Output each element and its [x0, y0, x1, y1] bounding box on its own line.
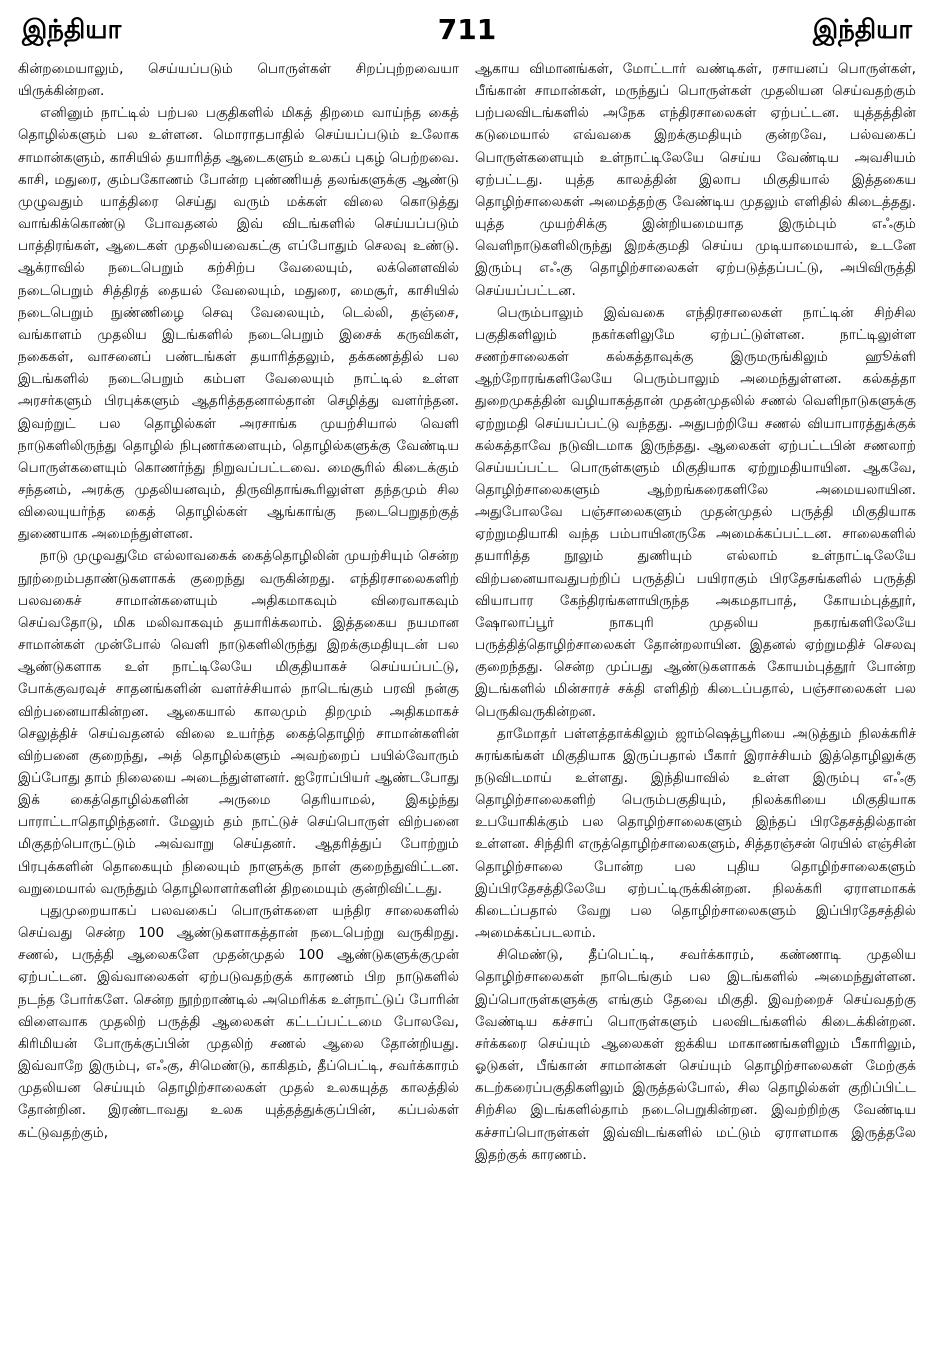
paragraph: பெரும்பாலும் இவ்வகை எந்திரசாலைகள் நாட்டின் சிற்சில பகுதிகளிலும் நகர்களிலுமே ஏற்பட்டுள்ளன. நாட்டிலுள்ள சணற்சாலைகள் கல்கத்தாவுக்கு இருமருங்கிலும் ஹூக்ளி ஆற்றோரங்களிலேயே பெரும்பாலும் அமைந்துள்ளன. கல்கத்தா துறைமுகத்தின் வழியாகத்தான் முதன்முதலில் சணல் வெளிநாடுகளுக்கு ஏற்றுமதி செய்யப்பட்டு வந்தது. அதுபற்றியே சணல் வியாபாரத்துக்குக் கல்கத்தாவே நடுவிடமாக இருந்தது. ஆலைகள் ஏற்பட்டபின் சணலாற் செய்யப்பட்ட பொருள்களும் மிகுதியாக ஏற்றுமதியாயின. ஆகவே, தொழிற்சாலைகளும் ஆற்றங்கரைகளிலே அமையலாயின. அதுபோலவே பஞ்சாலைகளும் முதன்முதல் பருத்தி மிகுதியாக ஏற்றுமதியாகி வந்த பம்பாயினருகே அமைக்கப்பட்டன. சாலைகளில் தயாரித்த நூலும் துணியும் எல்லாம் உள்நாட்டிலேயே விற்பனையாவதுபற்றிப் பருத்திப் பயிராகும் பிரதேசங்களில் பருத்தி வியாபார கேந்திரங்களாயிருந்த அகமதாபாத், கோயம்புத்தூர், ஷோலாப்பூர் நாகபுரி முதலிய நகரங்களிலேயே பருத்தித்தொழிற்சாலைகள் தோன்றலாயின. இதனல் ஏற்றுமதிச் செலவு குறைந்தது. சென்ற முப்பது ஆண்டுகளாகக் கோயம்புத்தூர் போன்ற இடங்களில் மின்சாரச் சக்தி எளிதிற் கிடைப்பதால், பஞ்சாலைகள் பல பெருகிவருகின்றன.: [475, 304, 916, 720]
left-column: [18, 58, 459, 1354]
right-column: [475, 58, 916, 1354]
page-number: 711: [437, 13, 497, 46]
text-columns: [18, 58, 916, 1354]
running-head-right: இந்தியா: [812, 15, 912, 45]
page-header: [18, 10, 916, 56]
paragraph: நாடு முழுவதுமே எல்லாவகைக் கைத்தொழிலின் முயற்சியும் சென்ற நூற்றைம்பதாண்டுகளாகக் குறைந்து வருகின்றது. எந்திரசாலைகளிற் பலவகைச் சாமான்களையும் அதிகமாகவும் விரைவாகவும் செய்வதோடு, மிக மலிவாகவும் தயாரிக்கலாம். இத்தகைய நயமான சாமான்கள் முன்போல் வெளி நாடுகளிலிருந்து இறக்குமதியுடன் பல ஆண்டுகளாக உள் நாட்டிலேயே மிகுதியாகச் செய்யப்பட்டு, போக்குவரவுச் சாதனங்களின் வளர்ச்சியால் நாடெங்கும் பரவி நன்கு விற்பனையாகின்றன. ஆகையால் காலமும் திறமும் அதிகமாகச் செலுத்திச் செய்வதனல் விலை உயர்ந்த கைத்தொழிற் சாமான்களின் விற்பனை குறைந்து, அத் தொழில்களும் அவற்றைப் பயில்வோரும் இப்போது தாம் நிலையை அடைந்துள்ளனர். ஐரோப்பியர் ஆண்டபோது இக் கைத்தொழில்களின் அருமை தெரியாமல், இகழ்ந்து பாராட்டாதொழிந்தனர். மேலும் தம் நாட்டுச் செய்பொருள் விற்பனை மிகுதற்பொருட்டும் அவ்வாறு செய்தனர். ஆதரித்துப் போற்றும் பிரபுக்களின் தொகையும் நிலையும் நாளுக்கு நாள் குறைந்துவிட்டன. வறுமையால் வருந்தும் தொழிலாளர்களின் திறமையும் குன்றிவிட்டது.: [18, 548, 459, 897]
paragraph: கின்றமையாலும், செய்யப்படும் பொருள்கள் சிறப்புற்றவையா யிருக்கின்றன.: [18, 61, 459, 100]
paragraph: தாமோதர் பள்ளத்தாக்கிலும் ஜாம்ஷெத்பூரியை அடுத்தும் நிலக்கரிச் சுரங்கங்கள் மிகுதியாக இருப்பதால் பீகார் இராச்சியம் இத்தொழிலுக்கு நடுவிடமாய் உள்ளது. இந்தியாவில் உள்ள இரும்பு எஃகு தொழிற்சாலைகளிற் பெரும்பகுதியும், நிலக்கரியை மிகுதியாக உபயோகிக்கும் பல தொழிற்சாலைகளும் இந்தப் பிரதேசத்தில்தான் உள்ளன. சிந்திரி எருத்தொழிற்சாலைகளும், சித்தரஞ்சன் ரெயில் எஞ்சின் தொழிற்சாலை போன்ற பல புதிய தொழிற்சாலைகளும் இப்பிரதேசத்திலேயே ஏற்பட்டிருக்கின்றன. நிலக்கரி ஏராளமாகக் கிடைப்பதால் வேறு பல தொழிற்சாலைகளும் இப்பிரதேசத்தில் அமைக்கப்படலாம்.: [475, 725, 916, 942]
paragraph: எனினும் நாட்டில் பற்பல பகுதிகளில் மிகத் திறமை வாய்ந்த கைத் தொழில்களும் பல உள்ளன. மொராதபாதில் செய்யப்படும் உலோக சாமான்களும், காசியில் தயாரித்த ஆடைகளும் உலகப் புகழ் பெற்றவை. காசி, மதுரை, கும்பகோணம் போன்ற புண்ணியத் தலங்களுக்கு ஆண்டு முழுவதும் யாத்திரை செய்து வரும் மக்கள் விலை கொடுத்து வாங்கிக்கொண்டு போவதனல் இவ் விடங்களில் செய்யப்படும் பாத்திரங்கள், ஆடைகள் முதலியவைகட்கு எப்போதும் செலவு உண்டு. ஆக்ராவில் நடைபெறும் கற்சிற்ப வேலையும், லக்னௌவில் நடைபெறும் சித்திரத் தையல் வேலையும், மதுரை, மைசூர், காசியில் நடைபெறும் நுண்ணிழை செவு வேலையும், டெல்லி, தஞ்சை, வங்காளம் முதலிய இடங்களில் நடைபெறும் இசைக் கருவிகள், நகைகள், வாசனைப் பண்டங்கள் தயாரித்தலும், தக்கணத்தில் பல இடங்களில் நடைபெறும் கம்பள வேலையும் நாட்டில் உள்ள அரசர்களும் பிரபுக்களும் ஆதரித்ததனால்தான் செழித்து வளர்ந்தன. இவற்றுட் பல தொழில்கள் அரசாங்க முயற்சியால் வெளி நாடுகளிலிருந்து தொழில் நிபுணர்களையும், தொழில்களுக்கு வேண்டிய பொருள்களையும் கொணர்ந்து நிறுவப்பட்டவை. மைசூரில் கிடைக்கும் சந்தனம், அரக்கு முதலியனவும், திருவிதாங்கூரிலுள்ள தந்தமும் சில விலையுயர்ந்த கைத் தொழில்கள் ஆங்காங்கு நடைபெறுதற்குத் துணையாக அமைந்துள்ளன.: [18, 105, 459, 543]
paragraph: ஆகாய விமானங்கள், மோட்டார் வண்டிகள், ரசாயனப் பொருள்கள், பீங்கான் சாமான்கள், மருந்துப் பொருள்கள் முதலியன செய்வதற்கும் பற்பலவிடங்களில் அநேக எந்திரசாலைகள் ஏற்பட்டன. யுத்தத்தின் கடுமையால் எவ்வகை இறக்குமதியும் குன்றவே, பல்வகைப் பொருள்களையும் உள்நாட்டிலேயே செய்ய வேண்டிய அவசியம் ஏற்பட்டது. யுத்த காலத்தின் இலாப மிகுதியால் இத்தகைய தொழிற்சாலைகள் அமைத்தற்கு வேண்டிய முதலும் எளிதில் கிடைத்தது. யுத்த முயற்சிக்கு இன்றியமையாத இரும்பும் எஃகும் வெளிநாடுகளிலிருந்து இறக்குமதி செய்ய முடியாமையால், உடனே இரும்பு எஃகு தொழிற்சாலைகள் ஏற்படுத்தப்பட்டு, அபிவிருத்தி செய்யப்பட்டன.: [475, 61, 916, 299]
running-head-left: இந்தியா: [22, 15, 122, 45]
paragraph: சிமெண்டு, தீப்பெட்டி, சவர்க்காரம், கண்ணாடி முதலிய தொழிற்சாலைகள் நாடெங்கும் பல இடங்களில் அமைந்துள்ளன. இப்பொருள்களுக்கு எங்கும் தேவை மிகுதி. இவற்றைச் செய்வதற்கு வேண்டிய கச்சாப் பொருள்களும் பலவிடங்களில் கிடைக்கின்றன. சர்க்கரை செய்யும் ஆலைகள் ஐக்கிய மாகாணங்களிலும் பீகாரிலும், ஓடுகள், பீங்கான் சாமான்கள் செய்யும் தொழிற்சாலைகள் மேற்குக் கடற்கரைப்பகுதிகளிலும் இருத்தல்போல், சில தொழில்கள் குறிப்பிட்ட சிற்சில இடங்களில்தாம் நடைபெறுகின்றன. இவற்றிற்கு வேண்டிய கச்சாப்பொருள்கள் இவ்விடங்களில் மட்டும் ஏராளமாக இருத்தலே இதற்குக் காரணம்.: [475, 947, 916, 1163]
paragraph: புதுமுறையாகப் பலவகைப் பொருள்களை யந்திர சாலைகளில் செய்வது சென்ற 100 ஆண்டுகளாகத்தான் நடைபெற்று வருகிறது. சணல், பருத்தி ஆலைகளே முதன்முதல் 100 ஆண்டுகளுக்குமுன் ஏற்பட்டன. இவ்வாலைகள் ஏற்படுவதற்குக் காரணம் பிற நாடுகளில் நடந்த போர்களே. சென்ற நூற்றாண்டில் அமெரிக்க உள்நாட்டுப் போரின் விளைவாக முதலிற் பருத்தி ஆலைகள் கட்டப்பட்டமை போலவே, கிரிமியன் போருக்குப்பின் முதலிற் சணல் ஆலை தோன்றியது. இவ்வாறே இரும்பு, எஃகு, சிமெண்டு, காகிதம், தீப்பெட்டி, சவர்க்காரம் முதலியன செய்யும் தொழிற்சாலைகள் முதல் உலகயுத்த காலத்தில் தோன்றின. இரண்டாவது உலக யுத்தத்துக்குப்பின், கப்பல்கள் கட்டுவதற்கும்,: [18, 902, 459, 1141]
